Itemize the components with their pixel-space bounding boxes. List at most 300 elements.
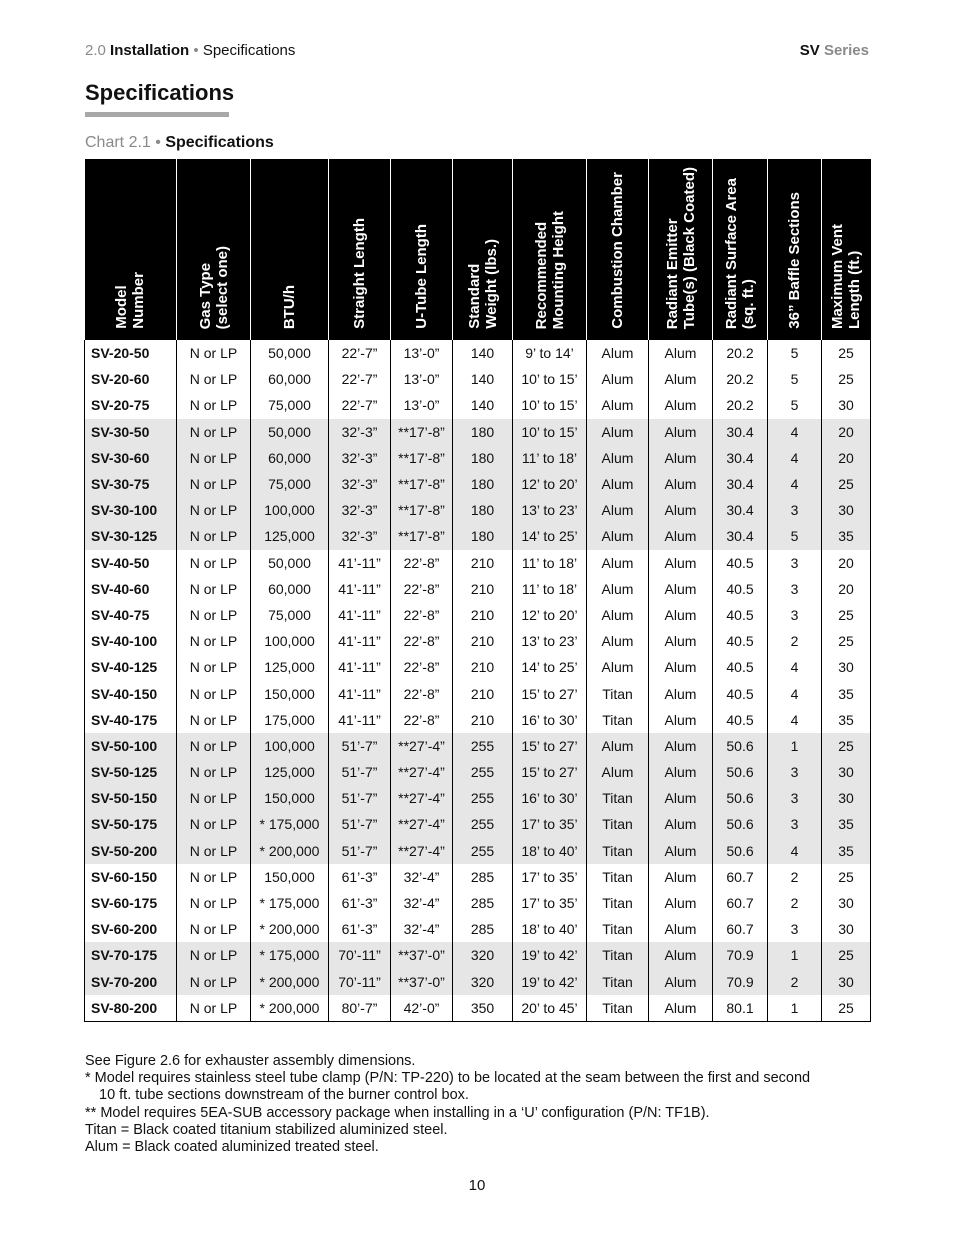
table-cell: 35: [822, 680, 871, 706]
table-cell: N or LP: [177, 471, 251, 497]
footnote-double-asterisk: ** Model requires 5EA-SUB accessory package when installing in a ‘U’ configuration (P/N: TF1B).: [85, 1104, 710, 1121]
subsection-name: Specifications: [202, 42, 296, 59]
table-cell: 16’ to 30’: [513, 785, 587, 811]
table-cell: **27’-4”: [391, 733, 453, 759]
table-row: [85, 733, 871, 759]
table-cell: 20: [822, 445, 871, 471]
table-cell: 210: [453, 550, 513, 576]
table-cell: **17’-8”: [391, 523, 453, 549]
table-cell: Alum: [649, 759, 713, 785]
table-cell: 4: [768, 471, 822, 497]
table-cell: 20.2: [713, 392, 768, 418]
table-cell: 255: [453, 733, 513, 759]
table-cell: 18’ to 40’: [513, 838, 587, 864]
table-cell: Alum: [587, 550, 649, 576]
table-cell: 51’-7”: [329, 838, 391, 864]
column-header-label: Straight Length: [351, 218, 368, 329]
table-cell: Alum: [649, 576, 713, 602]
model-number-cell: SV-40-75: [85, 602, 177, 628]
table-cell: 32’-3”: [329, 497, 391, 523]
table-cell: Alum: [649, 366, 713, 392]
table-cell: 5: [768, 366, 822, 392]
table-cell: N or LP: [177, 785, 251, 811]
table-row: [85, 628, 871, 654]
table-cell: 3: [768, 811, 822, 837]
table-cell: Alum: [649, 628, 713, 654]
model-number-cell: SV-20-60: [85, 366, 177, 392]
model-number-cell: SV-80-200: [85, 995, 177, 1022]
table-cell: Alum: [587, 654, 649, 680]
running-header-section: [85, 42, 295, 59]
table-cell: Alum: [587, 366, 649, 392]
table-cell: 25: [822, 340, 871, 366]
model-number-cell: SV-30-75: [85, 471, 177, 497]
table-cell: Alum: [649, 523, 713, 549]
table-cell: 13’ to 23’: [513, 628, 587, 654]
model-number-cell: SV-30-125: [85, 523, 177, 549]
model-number-cell: SV-70-175: [85, 942, 177, 968]
table-cell: 255: [453, 759, 513, 785]
table-row: [85, 995, 871, 1022]
column-header: [177, 160, 251, 341]
column-header-label: Model Number: [113, 272, 148, 329]
table-cell: 12’ to 20’: [513, 602, 587, 628]
column-header-label: Maximum Vent Length (ft.): [829, 223, 864, 329]
table-row: [85, 340, 871, 366]
table-cell: Alum: [587, 733, 649, 759]
table-cell: 14’ to 25’: [513, 654, 587, 680]
table-cell: 35: [822, 523, 871, 549]
table-cell: Alum: [587, 602, 649, 628]
table-cell: N or LP: [177, 419, 251, 445]
table-cell: 32’-4”: [391, 864, 453, 890]
table-cell: 60.7: [713, 864, 768, 890]
table-cell: Titan: [587, 838, 649, 864]
table-cell: 30.4: [713, 523, 768, 549]
footnote-figure-ref: See Figure 2.6 for exhauster assembly dimensions.: [85, 1053, 416, 1069]
section-number: 2.0: [85, 42, 106, 59]
table-cell: 13’-0”: [391, 392, 453, 418]
table-row: [85, 497, 871, 523]
table-cell: 41’-11”: [329, 680, 391, 706]
table-cell: N or LP: [177, 969, 251, 995]
table-cell: Titan: [587, 864, 649, 890]
table-cell: 285: [453, 916, 513, 942]
table-cell: 32’-4”: [391, 890, 453, 916]
table-cell: * 200,000: [251, 995, 329, 1022]
table-cell: 70.9: [713, 942, 768, 968]
table-cell: 30: [822, 890, 871, 916]
table-cell: 51’-7”: [329, 785, 391, 811]
table-cell: Titan: [587, 890, 649, 916]
table-row: [85, 969, 871, 995]
table-cell: 50.6: [713, 785, 768, 811]
table-cell: **17’-8”: [391, 471, 453, 497]
table-cell: Titan: [587, 785, 649, 811]
table-cell: 50.6: [713, 838, 768, 864]
table-cell: 50,000: [251, 550, 329, 576]
table-cell: 22’-8”: [391, 602, 453, 628]
table-cell: 285: [453, 890, 513, 916]
table-cell: Alum: [649, 340, 713, 366]
column-header: [329, 160, 391, 341]
table-cell: 25: [822, 471, 871, 497]
table-cell: Alum: [649, 785, 713, 811]
table-cell: 180: [453, 445, 513, 471]
table-cell: 80’-7”: [329, 995, 391, 1022]
page-number: 10: [468, 1177, 486, 1194]
table-cell: 210: [453, 654, 513, 680]
table-cell: 210: [453, 628, 513, 654]
model-number-cell: SV-50-125: [85, 759, 177, 785]
table-cell: 13’-0”: [391, 366, 453, 392]
table-cell: 30.4: [713, 445, 768, 471]
column-header-label: U-Tube Length: [413, 224, 430, 329]
table-cell: 30.4: [713, 471, 768, 497]
table-cell: 32’-3”: [329, 471, 391, 497]
column-header: [513, 160, 587, 341]
table-cell: 125,000: [251, 523, 329, 549]
table-cell: * 200,000: [251, 916, 329, 942]
model-number-cell: SV-50-200: [85, 838, 177, 864]
model-number-cell: SV-50-175: [85, 811, 177, 837]
model-number-cell: SV-40-100: [85, 628, 177, 654]
column-header: [391, 160, 453, 341]
table-cell: * 175,000: [251, 890, 329, 916]
table-cell: 125,000: [251, 759, 329, 785]
table-cell: 40.5: [713, 680, 768, 706]
table-cell: 30.4: [713, 497, 768, 523]
table-cell: 3: [768, 497, 822, 523]
table-row: [85, 602, 871, 628]
table-cell: 40.5: [713, 654, 768, 680]
table-cell: N or LP: [177, 392, 251, 418]
running-header-series: [800, 42, 869, 59]
table-row: [85, 654, 871, 680]
table-cell: N or LP: [177, 838, 251, 864]
table-row: [85, 838, 871, 864]
table-cell: 4: [768, 445, 822, 471]
table-cell: Alum: [587, 445, 649, 471]
table-row: [85, 550, 871, 576]
table-cell: N or LP: [177, 550, 251, 576]
table-cell: 10’ to 15’: [513, 392, 587, 418]
table-body: [85, 340, 871, 1021]
table-cell: 17’ to 35’: [513, 890, 587, 916]
page-title: Specifications: [85, 80, 235, 105]
table-cell: Alum: [587, 392, 649, 418]
table-cell: 180: [453, 419, 513, 445]
table-cell: 5: [768, 340, 822, 366]
table-cell: Alum: [649, 811, 713, 837]
table-cell: Alum: [649, 838, 713, 864]
table-cell: 61’-3”: [329, 864, 391, 890]
table-cell: Alum: [649, 890, 713, 916]
table-cell: 11’ to 18’: [513, 550, 587, 576]
model-number-cell: SV-30-100: [85, 497, 177, 523]
model-number-cell: SV-50-100: [85, 733, 177, 759]
table-cell: 4: [768, 654, 822, 680]
table-cell: 3: [768, 759, 822, 785]
table-cell: 4: [768, 680, 822, 706]
table-cell: 22’-7”: [329, 366, 391, 392]
table-cell: 32’-4”: [391, 916, 453, 942]
table-cell: 4: [768, 707, 822, 733]
table-cell: 4: [768, 419, 822, 445]
model-number-cell: SV-40-50: [85, 550, 177, 576]
table-cell: N or LP: [177, 811, 251, 837]
table-cell: N or LP: [177, 890, 251, 916]
table-cell: 10’ to 15’: [513, 366, 587, 392]
table-cell: N or LP: [177, 445, 251, 471]
table-cell: 320: [453, 969, 513, 995]
table-cell: N or LP: [177, 916, 251, 942]
table-cell: 51’-7”: [329, 759, 391, 785]
table-cell: N or LP: [177, 628, 251, 654]
table-cell: Alum: [649, 497, 713, 523]
footnote-single-asterisk-cont: 10 ft. tube sections downstream of the burner control box.: [99, 1087, 469, 1104]
table-cell: 30: [822, 785, 871, 811]
title-underline: [85, 112, 229, 117]
table-row: [85, 419, 871, 445]
column-header-label: Radiant Emitter Tube(s) (Black Coated): [663, 166, 698, 329]
table-cell: **37’-0”: [391, 969, 453, 995]
table-row: [85, 759, 871, 785]
table-cell: 32’-3”: [329, 419, 391, 445]
table-cell: Alum: [587, 471, 649, 497]
table-cell: 2: [768, 969, 822, 995]
table-cell: * 200,000: [251, 969, 329, 995]
table-cell: 50.6: [713, 811, 768, 837]
chart-name: Specifications: [165, 134, 274, 151]
model-number-cell: SV-50-150: [85, 785, 177, 811]
table-cell: 20: [822, 419, 871, 445]
table-cell: 100,000: [251, 628, 329, 654]
table-cell: 30: [822, 969, 871, 995]
table-cell: 41’-11”: [329, 707, 391, 733]
table-cell: 10’ to 15’: [513, 419, 587, 445]
table-cell: 175,000: [251, 707, 329, 733]
table-cell: N or LP: [177, 654, 251, 680]
model-number-cell: SV-60-175: [85, 890, 177, 916]
table-cell: 22’-7”: [329, 392, 391, 418]
table-cell: 30: [822, 759, 871, 785]
table-cell: 11’ to 18’: [513, 576, 587, 602]
header-separator: •: [193, 42, 199, 59]
table-cell: 22’-8”: [391, 576, 453, 602]
table-cell: N or LP: [177, 340, 251, 366]
table-row: [85, 576, 871, 602]
table-cell: 210: [453, 602, 513, 628]
table-cell: 150,000: [251, 680, 329, 706]
table-cell: 1: [768, 942, 822, 968]
table-cell: 50,000: [251, 419, 329, 445]
table-cell: 255: [453, 785, 513, 811]
table-cell: Alum: [649, 864, 713, 890]
table-cell: Alum: [649, 471, 713, 497]
table-cell: Alum: [587, 497, 649, 523]
table-cell: 35: [822, 838, 871, 864]
table-cell: 100,000: [251, 733, 329, 759]
table-cell: **17’-8”: [391, 497, 453, 523]
table-cell: 20’ to 45’: [513, 995, 587, 1022]
table-cell: 210: [453, 576, 513, 602]
column-header: [649, 160, 713, 341]
table-cell: N or LP: [177, 995, 251, 1022]
table-row: [85, 523, 871, 549]
table-cell: 3: [768, 576, 822, 602]
table-cell: Alum: [587, 340, 649, 366]
table-cell: Alum: [649, 419, 713, 445]
table-cell: 20: [822, 550, 871, 576]
table-cell: Alum: [649, 969, 713, 995]
table-cell: Titan: [587, 811, 649, 837]
table-cell: Titan: [587, 995, 649, 1022]
column-header-label: Radiant Surface Area (sq. ft.): [723, 177, 757, 329]
table-cell: **17’-8”: [391, 445, 453, 471]
table-cell: 25: [822, 602, 871, 628]
table-cell: **27’-4”: [391, 811, 453, 837]
table-cell: 11’ to 18’: [513, 445, 587, 471]
table-cell: 255: [453, 838, 513, 864]
table-cell: 25: [822, 864, 871, 890]
table-cell: 15’ to 27’: [513, 733, 587, 759]
table-cell: Alum: [649, 445, 713, 471]
table-cell: 210: [453, 680, 513, 706]
table-cell: Alum: [649, 680, 713, 706]
table-cell: Titan: [587, 916, 649, 942]
table-cell: 14’ to 25’: [513, 523, 587, 549]
series-code: SV: [799, 42, 820, 59]
model-number-cell: SV-60-200: [85, 916, 177, 942]
table-cell: 25: [822, 628, 871, 654]
table-cell: 180: [453, 497, 513, 523]
table-cell: 50,000: [251, 340, 329, 366]
table-cell: Titan: [587, 969, 649, 995]
table-cell: N or LP: [177, 707, 251, 733]
table-cell: Titan: [587, 942, 649, 968]
column-header: [251, 160, 329, 341]
table-cell: 40.5: [713, 550, 768, 576]
table-cell: 4: [768, 838, 822, 864]
table-cell: 70’-11”: [329, 942, 391, 968]
table-cell: 13’-0”: [391, 340, 453, 366]
table-cell: Alum: [587, 759, 649, 785]
table-cell: 61’-3”: [329, 890, 391, 916]
table-cell: Alum: [649, 733, 713, 759]
table-cell: 41’-11”: [329, 602, 391, 628]
model-number-cell: SV-70-200: [85, 969, 177, 995]
table-cell: 51’-7”: [329, 733, 391, 759]
table-cell: N or LP: [177, 680, 251, 706]
table-cell: 75,000: [251, 392, 329, 418]
table-cell: 70.9: [713, 969, 768, 995]
table-cell: 3: [768, 602, 822, 628]
table-row: [85, 445, 871, 471]
table-row: [85, 707, 871, 733]
table-cell: N or LP: [177, 366, 251, 392]
table-cell: 35: [822, 811, 871, 837]
table-cell: 35: [822, 707, 871, 733]
table-cell: 50.6: [713, 759, 768, 785]
model-number-cell: SV-40-125: [85, 654, 177, 680]
table-cell: 2: [768, 864, 822, 890]
table-row: [85, 942, 871, 968]
table-cell: 1: [768, 995, 822, 1022]
model-number-cell: SV-60-150: [85, 864, 177, 890]
table-cell: 17’ to 35’: [513, 864, 587, 890]
table-cell: 150,000: [251, 785, 329, 811]
footnote-alum-def: Alum = Black coated aluminized treated steel.: [85, 1139, 379, 1156]
table-cell: Titan: [587, 680, 649, 706]
column-header: [822, 160, 871, 341]
table-cell: 32’-3”: [329, 523, 391, 549]
table-cell: 285: [453, 864, 513, 890]
table-cell: 60,000: [251, 445, 329, 471]
table-row: [85, 680, 871, 706]
column-header-label: Standard Weight (lbs.): [465, 239, 500, 329]
table-cell: Alum: [649, 602, 713, 628]
table-cell: 22’-8”: [391, 680, 453, 706]
table-cell: 210: [453, 707, 513, 733]
table-cell: * 175,000: [251, 942, 329, 968]
series-word: Series: [823, 42, 869, 59]
table-cell: 180: [453, 523, 513, 549]
table-cell: 70’-11”: [329, 969, 391, 995]
table-cell: 51’-7”: [329, 811, 391, 837]
table-cell: N or LP: [177, 602, 251, 628]
table-cell: 150,000: [251, 864, 329, 890]
table-cell: 2: [768, 890, 822, 916]
table-cell: 20: [822, 576, 871, 602]
model-number-cell: SV-40-175: [85, 707, 177, 733]
table-row: [85, 916, 871, 942]
table-cell: Alum: [649, 916, 713, 942]
table-cell: 30.4: [713, 419, 768, 445]
table-cell: N or LP: [177, 864, 251, 890]
table-cell: Alum: [649, 995, 713, 1022]
table-cell: 19’ to 42’: [513, 969, 587, 995]
table-cell: 5: [768, 523, 822, 549]
column-header: [768, 160, 822, 341]
table-cell: 50.6: [713, 733, 768, 759]
table-cell: 30: [822, 654, 871, 680]
table-cell: 3: [768, 550, 822, 576]
table-cell: Alum: [587, 419, 649, 445]
table-row: [85, 811, 871, 837]
table-cell: 1: [768, 733, 822, 759]
table-row: [85, 366, 871, 392]
table-cell: 350: [453, 995, 513, 1022]
table-cell: 22’-8”: [391, 550, 453, 576]
table-cell: 80.1: [713, 995, 768, 1022]
table-cell: 41’-11”: [329, 654, 391, 680]
table-cell: 13’ to 23’: [513, 497, 587, 523]
table-cell: 12’ to 20’: [513, 471, 587, 497]
table-cell: 22’-8”: [391, 628, 453, 654]
table-cell: 320: [453, 942, 513, 968]
table-cell: **27’-4”: [391, 838, 453, 864]
table-cell: Alum: [649, 707, 713, 733]
footnote-single-asterisk: * Model requires stainless steel tube clamp (P/N: TP-220) to be located at the seam between the first and second: [85, 1070, 811, 1087]
column-header: [453, 160, 513, 341]
table-cell: Alum: [649, 550, 713, 576]
chart-number: Chart 2.1 •: [85, 134, 161, 151]
column-header-label: Recommended Mounting Height: [532, 210, 567, 329]
table-cell: 75,000: [251, 471, 329, 497]
table-cell: 125,000: [251, 654, 329, 680]
column-header-label: Combustion Chamber: [609, 172, 626, 329]
